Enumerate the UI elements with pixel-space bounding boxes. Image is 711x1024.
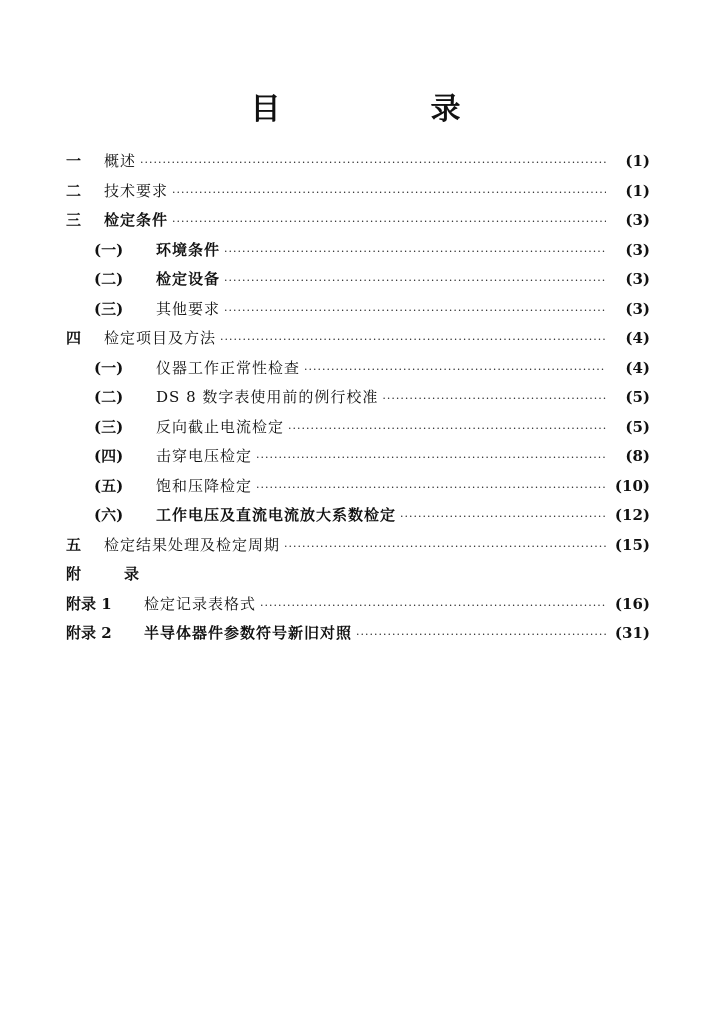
toc-entry-3-2 (66, 268, 650, 298)
page-number: (12) (614, 506, 650, 524)
subsection-title: 仪器工作正常性检查 (156, 358, 301, 377)
page-title: 目 录 (250, 92, 521, 127)
page-number: (3) (625, 270, 650, 288)
subsection-title: 检定设备 (156, 270, 221, 288)
toc-entry-5 (66, 534, 650, 564)
appendix-heading: 附 录 (66, 565, 154, 583)
page-number: (3) (625, 240, 650, 259)
toc-entry-4-3 (66, 416, 650, 446)
subsection-title: 环境条件 (156, 240, 221, 259)
section-number: 三 (66, 211, 82, 229)
section-number: 四 (66, 329, 82, 347)
section-number: 五 (66, 535, 82, 554)
subsection-title: 工作电压及直流电流放大系数检定 (156, 506, 397, 524)
appendix-title: 检定记录表格式 (144, 594, 257, 613)
page-number: (1) (625, 181, 650, 200)
subsection-number: (一) (94, 358, 124, 377)
toc-entry-4-1 (66, 357, 650, 387)
page-number: (3) (625, 299, 650, 318)
subsection-number: (六) (94, 506, 124, 524)
dot-leader (256, 481, 606, 494)
appendix-number: 附录 2 (66, 624, 112, 642)
appendix-title: 半导体器件参数符号新旧对照 (144, 624, 353, 642)
subsection-number: (四) (94, 447, 124, 465)
dot-leader (382, 392, 606, 405)
dot-leader (304, 363, 606, 376)
dot-leader (224, 304, 606, 317)
subsection-title: 饱和压降检定 (156, 476, 253, 495)
table-of-contents (66, 150, 650, 652)
dot-leader (284, 540, 606, 553)
subsection-number: (一) (94, 240, 124, 259)
subsection-number: (五) (94, 476, 124, 495)
page-number: (16) (614, 594, 650, 613)
subsection-title: 反向截止电流检定 (156, 417, 285, 436)
page-number: (10) (614, 476, 650, 495)
dot-leader (224, 274, 606, 287)
toc-entry-4-2 (66, 386, 650, 416)
subsection-number: (二) (94, 388, 124, 406)
section-title: 技术要求 (104, 181, 169, 200)
dot-leader (220, 333, 606, 346)
toc-entry-3 (66, 209, 650, 239)
page-number: (5) (625, 417, 650, 436)
toc-entry-2 (66, 180, 650, 210)
section-title: 检定条件 (104, 211, 169, 229)
toc-entry-4-5 (66, 475, 650, 505)
toc-appendix-1 (66, 593, 650, 623)
dot-leader (400, 510, 606, 523)
dot-leader (224, 245, 606, 258)
appendix-number: 附录 1 (66, 594, 112, 613)
section-number: 二 (66, 181, 82, 200)
page-number: (3) (625, 211, 650, 229)
dot-leader (260, 599, 606, 612)
toc-entry-4-4 (66, 445, 650, 475)
subsection-number: (三) (94, 299, 124, 318)
toc-entry-4-6 (66, 504, 650, 534)
toc-entry-1 (66, 150, 650, 180)
dot-leader (172, 186, 606, 199)
subsection-title: 击穿电压检定 (156, 447, 253, 465)
toc-entry-3-3 (66, 298, 650, 328)
section-title: 概述 (104, 152, 137, 170)
page-number: (4) (625, 358, 650, 377)
page-number: (4) (625, 329, 650, 347)
dot-leader (172, 215, 606, 228)
page-number: (8) (625, 447, 650, 465)
subsection-title: 其他要求 (156, 299, 221, 318)
page-number: (31) (614, 624, 650, 642)
dot-leader (288, 422, 606, 435)
dot-leader (356, 628, 606, 641)
page-number: (15) (614, 535, 650, 554)
section-number: 一 (66, 152, 82, 170)
page-number: (5) (625, 388, 650, 406)
page-number: (1) (625, 152, 650, 170)
toc-appendix-2 (66, 622, 650, 652)
toc-entry-3-1 (66, 239, 650, 269)
subsection-number: (三) (94, 417, 124, 436)
dot-leader (256, 451, 606, 464)
section-title: 检定结果处理及检定周期 (104, 535, 281, 554)
subsection-number: (二) (94, 270, 124, 288)
toc-entry-4 (66, 327, 650, 357)
section-title: 检定项目及方法 (104, 329, 217, 347)
subsection-title: DS 8 数字表使用前的例行校准 (156, 388, 379, 406)
dot-leader (140, 156, 606, 169)
toc-appendix-heading (66, 563, 650, 593)
